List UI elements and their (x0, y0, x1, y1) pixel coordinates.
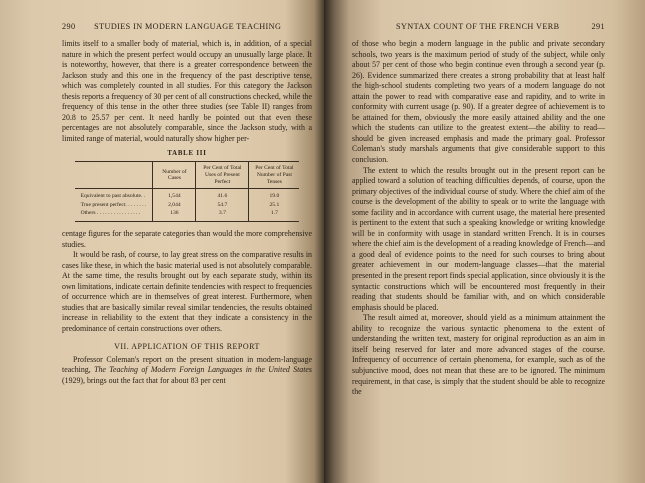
table-row (75, 201, 300, 210)
table-row (75, 209, 300, 221)
table-cell: 25.1 (249, 201, 300, 210)
table-cell: 3.7 (196, 209, 249, 221)
table-header-pct-past-tenses: Per Cent of Total Number of Past Tenses (249, 162, 300, 189)
right-running-head (352, 22, 605, 31)
left-paragraph-2: centage figures for the separate categories than would the more comprehensive studies. (62, 229, 312, 249)
table-cell: 1.7 (249, 209, 300, 221)
table-cell: 136 (153, 209, 196, 221)
left-paragraph-3: It would be rash, of course, to lay great stress on the comparative results in cases like these, in which the basic material used is not absolutely comparable. At the same time, the results brought out by each separate study, within its own limitations, indicate certain definite tendencies with respect to frequencies of occurrence which are in themselves of great interest. Furthermore, when studies that are basically similar reveal similar tendencies, the results obtained increase in reliability to the extent that they indicate a consistency in the predominance of certain constructions over others. (62, 250, 312, 333)
table-header-pct-present-perfect: Per Cent of Total Uses of Present Perfect (196, 162, 249, 189)
table-cell-label: True present perfect. . . . . . . . (80, 201, 147, 208)
right-paragraph-2: The extent to which the results brought out in the present report can be applied toward a solution of teaching difficulties depends, of course, upon the primary objectives of the individual course of study. Where the chief aim of the course is the development of the ability to speak or to write the language with some facility and in accordance with current usage, the material here presented is pertinent to the extent that such a speaking knowledge or writing knowledge will be in conformity with usage in standard written French. It is in courses where the chief aim is the development of a reading knowledge of French—and a good deal of evidence points to the need for such courses to bring about greater achievement in our modern-language classes—that the material presented in the present report finds special application, since obviously it is the syntactic constructions which will be encountered most frequently in their reading that students should be familiar with, and on which considerable emphasis should be placed. (352, 165, 605, 312)
table-row (75, 189, 300, 201)
para4-start: Professor Coleman's report on the present situation in modern-language teaching, (62, 354, 312, 375)
table-cell: 19.0 (249, 189, 300, 201)
table-header-label (75, 162, 153, 189)
section-heading: VII. APPLICATION OF THIS REPORT (114, 341, 260, 351)
table-cell: 1,544 (153, 189, 196, 201)
left-running-title: STUDIES IN MODERN LANGUAGE TEACHING (94, 22, 282, 31)
para4-end: (1929), brings out the fact that for about 83 per cent (62, 375, 226, 385)
left-page-number: 290 (62, 22, 76, 31)
table-caption: TABLE III (167, 150, 207, 158)
left-running-head (62, 22, 312, 31)
table-cell: 41.6 (196, 189, 249, 201)
table-cell-label: Equivalent to past absolute. . (80, 193, 146, 200)
table-cell: 54.7 (196, 201, 249, 210)
table-header-cases: Number of Cases (153, 162, 196, 189)
book-title: The Teaching of Modern Foreign Languages in the United States (94, 365, 312, 375)
table-header-row (75, 162, 300, 189)
right-page (324, 0, 645, 483)
table-iii (75, 161, 300, 222)
right-paragraph-1: of those who begin a modern language in the public and private secondary schools, two years is the maximum period of study of the subject, while only about 57 per cent of those who begin continue even through a second year (p. 26). Evidence summarized there creates a strong probability that at least half the high-school students completing two years of a modern language do not attain the power to read with comparative ease and rapidity, and to write in conformity with current usage (p. 90). If a greater degree of achievement is to be attained for them, obviously the more easily attained ability and the one which the students can utilize to the greatest extent—the ability to read—should be given increased emphasis and made the primary goal. Professor Coleman's study marshals arguments that give considerable support to this conclusion. (352, 39, 605, 165)
right-page-number: 291 (591, 22, 605, 31)
table-cell-label: Others . . . . . . . . . . . . . . . . (75, 209, 153, 221)
left-paragraph-4 (62, 355, 312, 387)
right-paragraph-3: The result aimed at, moreover, should yield as a minimum attainment the ability to recognize the various syntactic phenomena to the extent of understanding the written text, mastery for original reproduction as an aim in itself being reserved for later and more advanced stages of the course. Infrequency of occurrence of certain phenomena, for example, such as of the subjunctive mood, does not mean that these are to be ignored. The minimum requirement, in that case, is simply that the student should be able to recognize the (352, 313, 605, 397)
left-paragraph-1: limits itself to a smaller body of material, which is, in addition, of a special nature in which the present perfect would occupy an unusually large place. It is noteworthy, however, that there is a greater correspondence between the Jackson study and this one in the frequency of the past descriptive tense, which was completely counted in all studies. For this category the Jackson thesis reports a frequency of 30 per cent of all constructions checked, while the frequency of this tense in the other three studies (see Table II) ranges from 20.8 to 25.57 per cent. It need hardly be pointed out that even these percentages are not absolutely comparable, since the Jackson study, with a limited range of material, would naturally show higher per- (62, 39, 312, 143)
right-running-title: SYNTAX COUNT OF THE FRENCH VERB (396, 22, 560, 31)
table-cell: 2,044 (153, 201, 196, 210)
